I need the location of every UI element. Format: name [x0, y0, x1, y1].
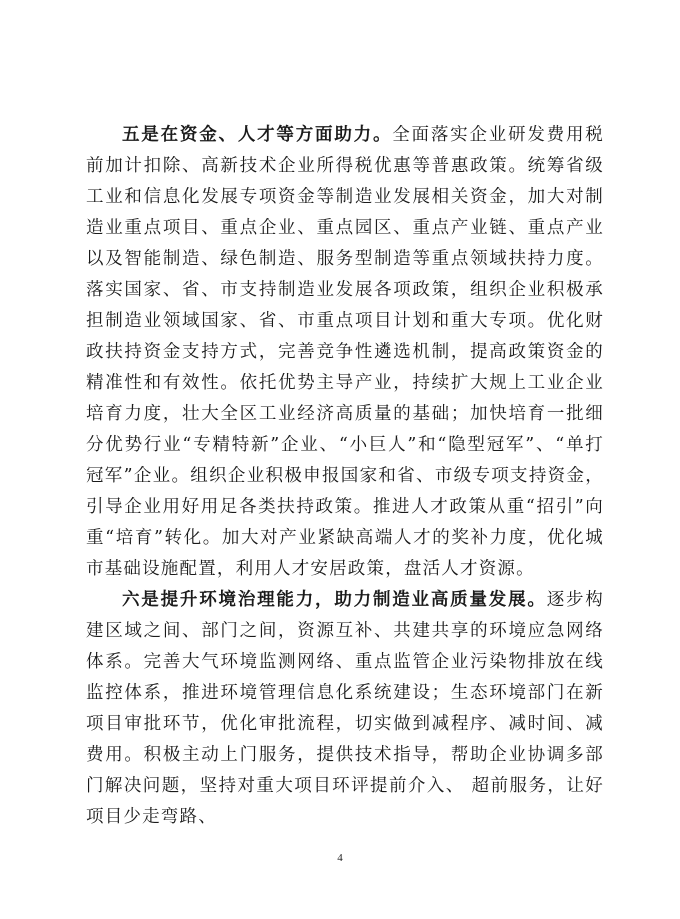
paragraph-body: 逐步构建区域之间、部门之间，资源互补、共建共享的环境应急网络体系。完善大气环境监测网络、重点监管企业污染物排放在线监控体系，推进环境管理信息化系统建设；生态环境部门在新项目审批环节，优化审批流程，切实做到减程序、减时间、减费用。积极主动上门服务，提供技术指导，帮助企业协调多部门解决问题，坚持对重大项目环评提前介入、 超前服务，让好项目少走弯路、 [86, 590, 604, 827]
paragraph-body: 全面落实企业研发费用税前加计扣除、高新技术企业所得税优惠等普惠政策。统筹省级工业和信息化发展专项资金等制造业发展相关资金，加大对制造业重点项目、重点企业、重点园区、重点产业链、重点产业以及智能制造、绿色制造、服务型制造等重点领域扶持力度。落实国家、省、市支持制造业发展各项政策，组织企业积极承担制造业领域国家、省、市重点项目计划和重大专项。优化财政扶持资金支持方式，完善竞争性遴选机制，提高政策资金的精准性和有效性。依托优势主导产业，持续扩大规上工业企业培育力度，壮大全区工业经济高质量的基础；加快培育一批细分优势行业“专精特新”企业、“小巨人”和“隐型冠军”、“单打冠军”企业。组织企业积极申报国家和省、市级专项支持资金，引导企业用好用足各类扶持政策。推进人才政策从重“招引”向重“培育”转化。加大对产业紧缺高端人才的奖补力度，优化城市基础设施配置，利用人才安居政策，盘活人才资源。 [86, 125, 604, 579]
page-number: 4 [337, 852, 343, 864]
paragraph-heading: 六是提升环境治理能力，助力制造业高质量发展。 [122, 590, 547, 610]
paragraph-heading: 五是在资金、人才等方面助力。 [122, 125, 393, 145]
body-text [86, 120, 604, 833]
paragraph-funding-talent [86, 120, 604, 585]
paragraph-environment-governance [86, 585, 604, 833]
